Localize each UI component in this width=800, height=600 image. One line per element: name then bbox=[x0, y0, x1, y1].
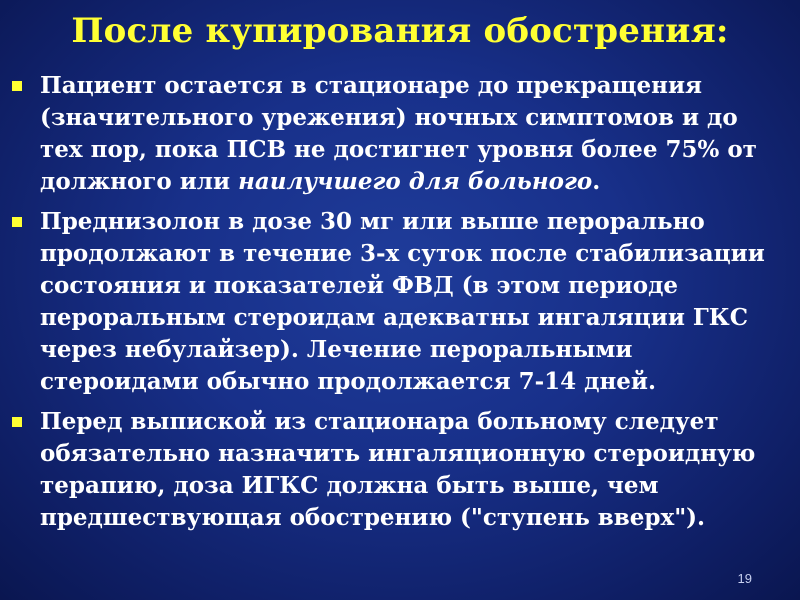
bullet-list bbox=[12, 70, 782, 542]
bullet-item-1 bbox=[12, 70, 782, 198]
bullet-text-2: Преднизолон в дозе 30 мг или выше перорально продолжают в течение 3-х суток после стабилизации состояния и показателей ФВД (в этом периоде пероральным стероидам адекватны ингаляции ГКС через небулайзер). Лечение пероральными стероидами обычно продолжается 7-14 дней. bbox=[40, 208, 765, 395]
bullet-text-1-italic: наилучшего для больного bbox=[238, 168, 593, 195]
slide-number: 19 bbox=[737, 571, 752, 586]
bullet-text-1-end: . bbox=[592, 168, 601, 195]
bullet-text-3: Перед выпиской из стационара больному следует обязательно назначить ингаляционную стероидную терапию, доза ИГКС должна быть выше, чем предшествующая обострению ("ступень вверх"). bbox=[40, 408, 756, 531]
bullet-item-3 bbox=[12, 406, 782, 534]
slide-title: После купирования обострения: bbox=[71, 11, 729, 51]
square-bullet-icon bbox=[12, 417, 22, 427]
bullet-text-1: Пациент остается в стационаре до прекращения (значительного урежения) ночных симптомов и до тех пор, пока ПСВ не достигнет уровня более 75% от должного или bbox=[40, 72, 757, 195]
square-bullet-icon bbox=[12, 217, 22, 227]
square-bullet-icon bbox=[12, 81, 22, 91]
bullet-item-2 bbox=[12, 206, 782, 398]
